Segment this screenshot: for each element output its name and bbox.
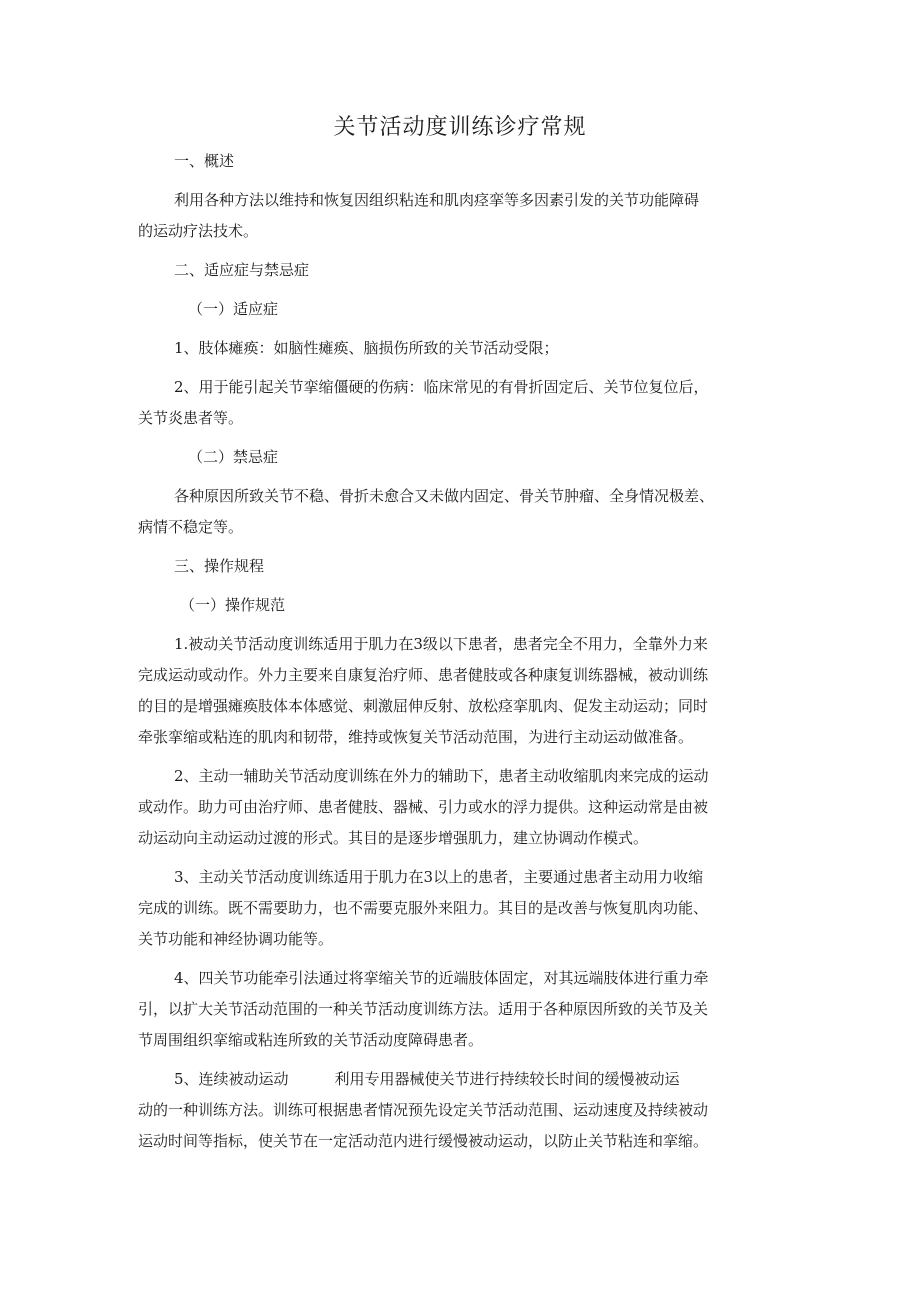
page-title: 关节活动度训练诊疗常规: [333, 115, 587, 140]
paragraph-line: 引，以扩大关节活动范围的一种关节活动度训练方法。适用于各种原因所致的关节及关: [138, 1000, 709, 1018]
paragraph-line: 完成的训练。既不需要助力，也不需要克服外来阻力。其目的是改善与恢复肌肉功能、: [138, 899, 709, 917]
paragraph-line: 完成运动或动作。外力主要来自康复治疗师、患者健肢或各种康复训练器械，被动训练: [138, 666, 709, 684]
paragraph-line: 3、主动关节活动度训练适用于肌力在3以上的患者，主要通过患者主动用力收缩: [174, 868, 704, 886]
paragraph-line: 关节功能和神经协调功能等。: [138, 930, 334, 948]
paragraph-line: 4、四关节功能牵引法通过将挛缩关节的近端肢体固定，对其远端肢体进行重力牵: [174, 969, 709, 987]
paragraph-line: 各种原因所致关节不稳、骨折未愈合又未做内固定、骨关节肿瘤、全身情况极差、: [174, 487, 715, 505]
paragraph-line: 2、主动一辅助关节活动度训练在外力的辅助下，患者主动收缩肌肉来完成的运动: [174, 767, 709, 785]
list-item-continuation: 关节炎患者等。: [138, 409, 244, 427]
paragraph-line: 1.被动关节活动度训练适用于肌力在3级以下患者，患者完全不用力，全靠外力来: [174, 635, 708, 653]
paragraph-line: 或动作。助力可由治疗师、患者健肢、器械、引力或水的浮力提供。这种运动常是由被: [138, 798, 709, 816]
paragraph-line: 利用各种方法以维持和恢复因组织粘连和肌肉痉挛等多因素引发的关节功能障碍: [174, 191, 700, 209]
section-heading-overview: 一、概述: [174, 152, 235, 170]
item-heading: 5、连续被动运动: [174, 1070, 289, 1088]
paragraph-line: 牵张挛缩或粘连的肌肉和韧带，维持或恢复关节活动范围，为进行主动运动做准备。: [138, 728, 694, 746]
paragraph-line: 病情不稳定等。: [138, 518, 244, 536]
section-heading-procedure: 三、操作规程: [174, 557, 265, 575]
document-body: [138, 146, 790, 1157]
list-item: 1、肢体瘫痪：如脑性瘫痪、脑损伤所致的关节活动受限；: [174, 339, 559, 357]
paragraph-line: [138, 1064, 790, 1095]
subsection-heading-contraindications: （二）禁忌症: [188, 448, 279, 466]
paragraph-line: 节周围组织挛缩或粘连所致的关节活动度障碍患者。: [138, 1031, 484, 1049]
paragraph-line: 的运动疗法技术。: [138, 222, 259, 240]
paragraph-line: 运动时间等指标，使关节在一定活动范内进行缓慢被动运动，以防止关节粘连和挛缩。: [138, 1132, 709, 1150]
paragraph-line: 动的一种训练方法。训练可根据患者情况预先设定关节活动范围、运动速度及持续被动: [138, 1101, 709, 1119]
item-text: 利用专用器械使关节进行持续较长时间的缓慢被动运: [334, 1070, 680, 1088]
section-heading-indications: 二、适应症与禁忌症: [174, 261, 310, 279]
paragraph-line: 的目的是增强瘫痪肢体本体感觉、刺激屈伸反射、放松痉挛肌肉、促发主动运动；同时: [138, 697, 709, 715]
paragraph-line: 动运动向主动运动过渡的形式。其目的是逐步增强肌力，建立协调动作模式。: [138, 829, 649, 847]
subsection-heading-operation-standard: （一）操作规范: [180, 596, 286, 614]
subsection-heading-indications: （一）适应症: [188, 300, 279, 318]
list-item: 2、用于能引起关节挛缩僵硬的伤病：临床常见的有骨折固定后、关节位复位后，: [174, 378, 709, 396]
